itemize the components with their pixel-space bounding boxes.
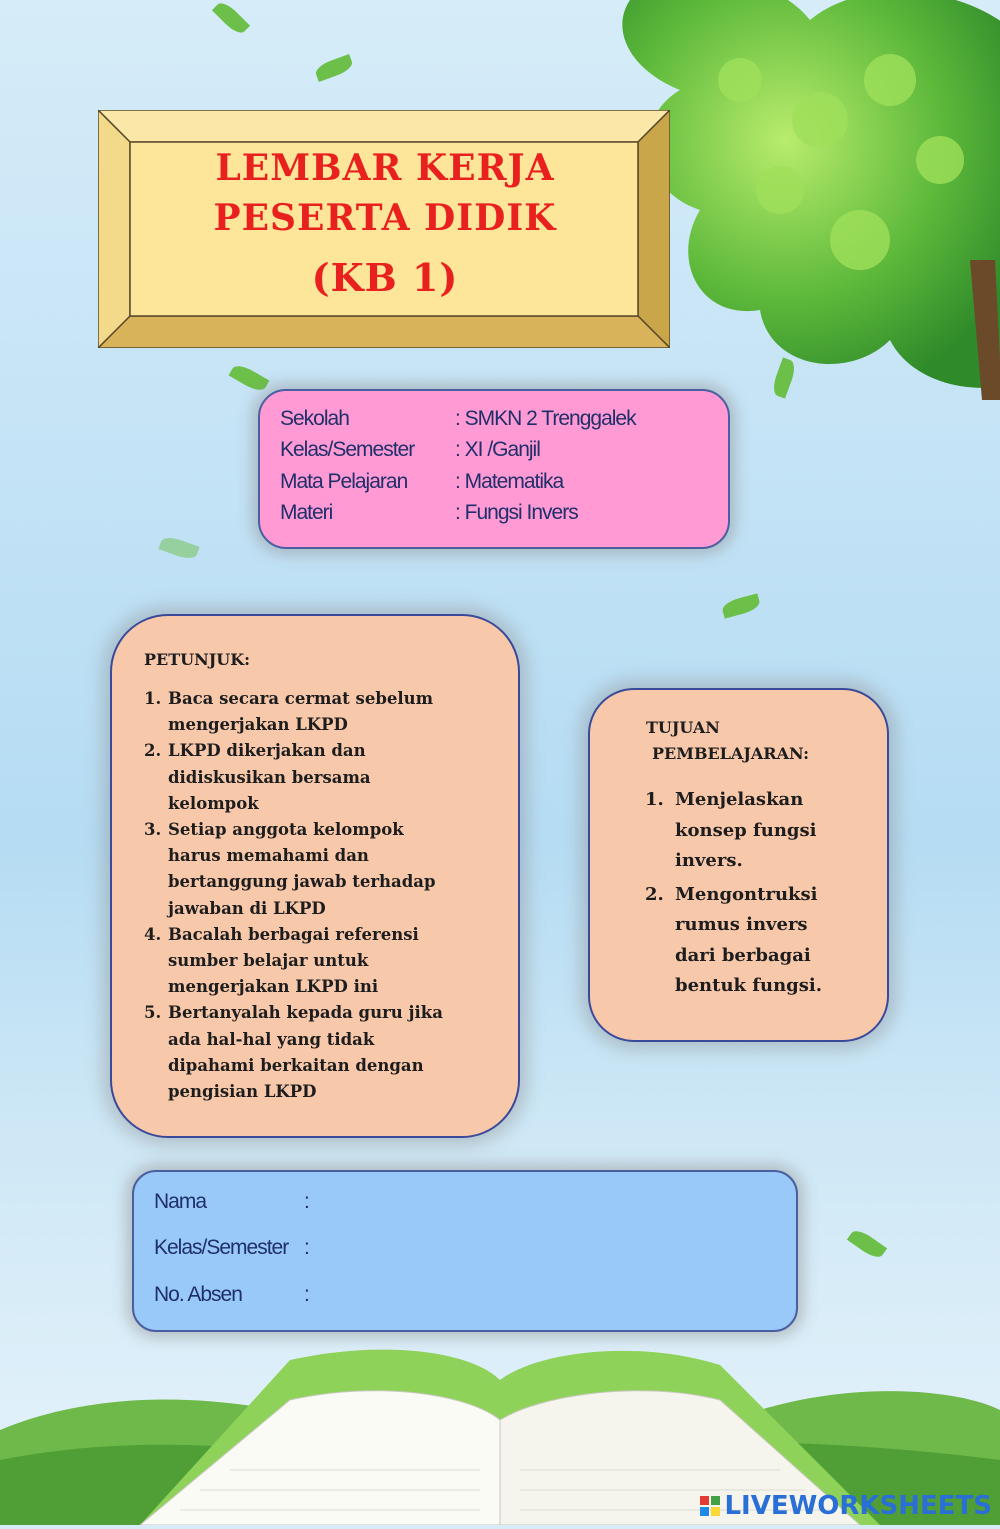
info-label: Sekolah [280,407,349,430]
info-row-mapel [280,470,564,494]
list-item: 2. Mengontruksi rumus invers dari berbagai bentuk fungsi. [645,883,823,996]
info-value: : XI /Ganjil [455,438,540,461]
leaf-decoration [847,1227,887,1262]
info-label: Kelas/Semester [280,438,415,461]
leaf-decoration [313,54,354,82]
watermark-text: LIVEWORKSHEETS [724,1491,992,1521]
student-info-box [132,1170,798,1332]
title-line-3: (KB 1) [311,255,459,300]
liveworksheets-logo [700,1491,992,1521]
list-item: 1. Menjelaskan konsep fungsi invers. [645,789,817,871]
info-box [258,389,730,549]
tujuan-box [588,688,889,1042]
list-item: 5. Bertanyalah kepada guru jika ada hal-hal yang tidak dipahami berkaitan dengan pengisian LKPD [144,1003,443,1102]
liveworksheets-icon [700,1496,720,1516]
info-value: : SMKN 2 Trenggalek [455,407,636,430]
leaf-decoration [229,362,270,395]
tujuan-list [645,785,823,1002]
student-label: No. Absen [154,1283,242,1306]
info-row-sekolah [280,407,636,431]
info-label: Materi [280,501,333,524]
student-colon: : [304,1190,309,1213]
tujuan-heading: TUJUAN [646,718,720,737]
student-row-kelas[interactable] [154,1236,309,1260]
tujuan-heading-2: PEMBELAJARAN: [652,744,809,763]
info-label: Mata Pelajaran [280,470,408,493]
title-line-2: PESERTA DIDIK [213,197,557,239]
info-value: : Matematika [455,470,564,493]
info-row-materi [280,501,578,525]
list-item: 1. Baca secara cermat sebelum mengerjakan LKPD [144,689,434,735]
student-row-nama[interactable] [154,1190,309,1214]
list-item: 2. LKPD dikerjakan dan didiskusikan bersama kelompok [144,741,371,813]
leaf-decoration [721,593,762,618]
petunjuk-heading: PETUNJUK: [144,650,251,669]
student-colon: : [304,1236,309,1259]
page-title [130,143,640,318]
petunjuk-box [110,614,520,1138]
leaf-decoration [212,0,250,37]
list-item: 3. Setiap anggota kelompok harus memahami dan bertanggung jawab terhadap jawaban di LKPD [144,820,436,918]
info-value: : Fungsi Invers [455,501,578,524]
leaf-decoration [158,534,199,562]
title-line-1: LEMBAR KERJA [215,147,555,189]
student-colon: : [304,1283,309,1306]
student-label: Nama [154,1190,207,1213]
student-row-absen[interactable] [154,1283,309,1307]
student-label: Kelas/Semester [154,1236,289,1259]
info-row-kelas [280,438,540,462]
petunjuk-list [144,686,443,1105]
list-item: 4. Bacalah berbagai referensi sumber belajar untuk mengerjakan LKPD ini [144,924,419,997]
